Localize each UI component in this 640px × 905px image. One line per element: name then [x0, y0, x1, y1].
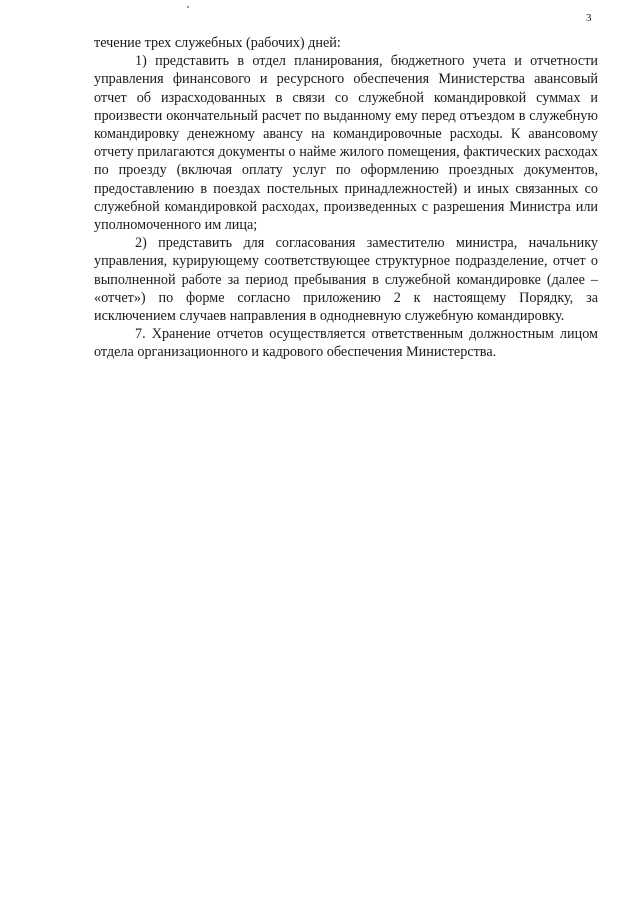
- paragraph-continuation: течение трех служебных (рабочих) дней:: [94, 35, 341, 51]
- scan-speck: [187, 6, 189, 8]
- paragraph-section-7: 7. Хранение отчетов осуществляется ответственным должностным лицом отдела организационного и кадрового обеспечения Министерства.: [94, 326, 598, 361]
- page-number: 3: [586, 12, 592, 24]
- document-body: [94, 34, 598, 362]
- paragraph-item-1: 1) представить в отдел планирования, бюджетного учета и отчетности управления финансового и ресурсного обеспечения Министерства авансовый отчет об израсходованных в связи со служебной командировкой суммах и произвести окончательный расчет по выданному ему перед отъездом в служебную командировку денежному авансу на командировочные расходы. К авансовому отчету прилагаются документы о найме жилого помещения, фактических расходах по проезду (включая оплату услуг по оформлению проездных документов, предоставлению в поездах постельных принадлежностей) и иных связанных со служебной командировкой расходах, произведенных с разрешения Министра или уполномоченного им лица;: [94, 53, 598, 234]
- paragraph-item-2: 2) представить для согласования заместителю министра, начальнику управления, курирующему соответствующее структурное подразделение, отчет о выполненной работе за период пребывания в служебной командировке (далее – «отчет») по форме согласно приложению 2 к настоящему Порядку, за исключением случаев направления в однодневную служебную командировку.: [94, 235, 598, 325]
